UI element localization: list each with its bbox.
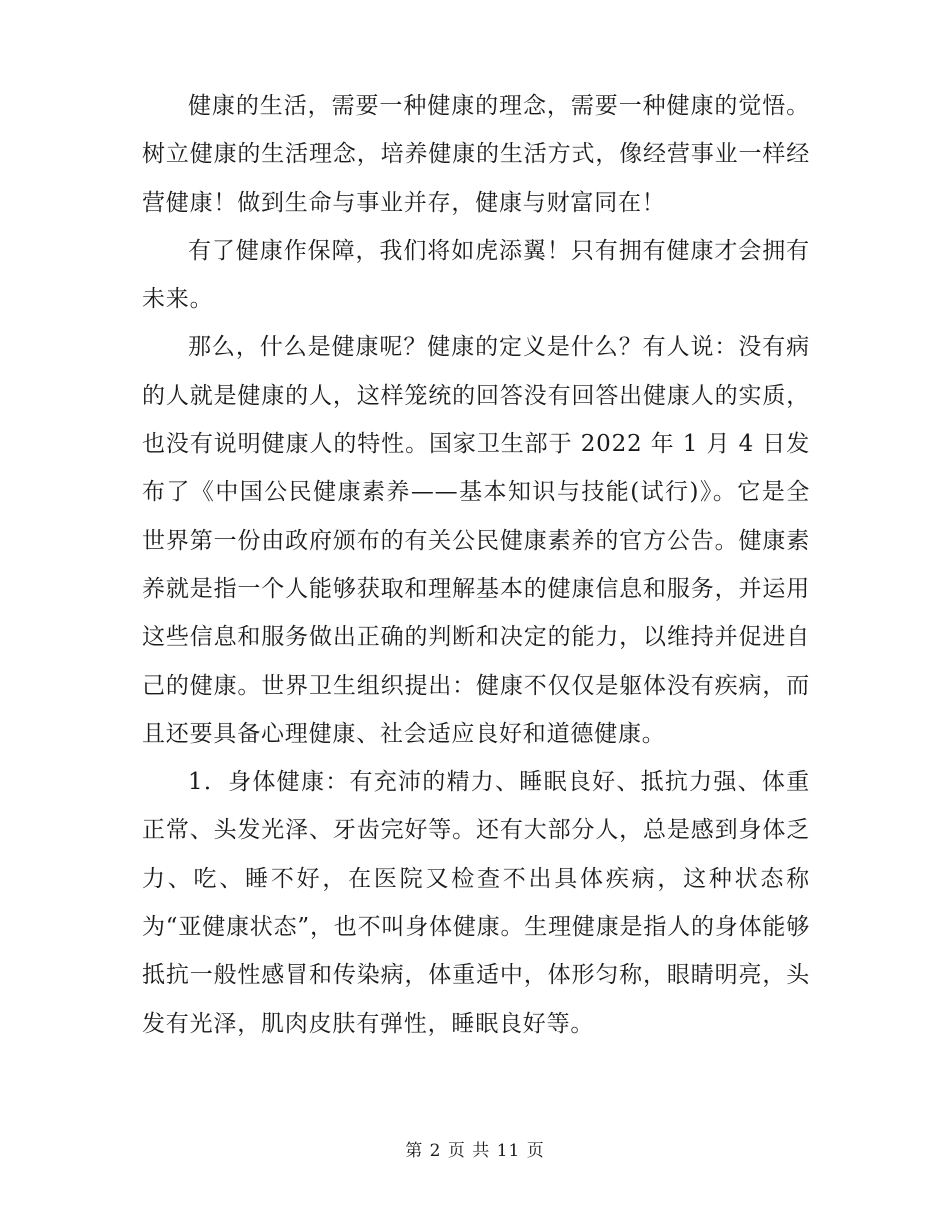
document-body [142, 82, 810, 1048]
paragraph-physical-health: 1．身体健康：有充沛的精力、睡眠良好、抵抗力强、体重正常、头发光泽、牙齿完好等。还有大部分人，总是感到身体乏力、吃、睡不好，在医院又检查不出具体疾病，这种状态称为“亚健康状态”，也不叫身体健康。生理健康是指人的身体能够抵抗一般性感冒和传染病，体重适中，体形匀称，眼睛明亮，头发有光泽，肌肉皮肤有弹性，睡眠良好等。 [142, 769, 810, 1037]
paragraph-health-guarantee: 有了健康作保障，我们将如虎添翼！只有拥有健康才会拥有未来。 [142, 237, 810, 313]
paragraph-healthy-life: 健康的生活，需要一种健康的理念，需要一种健康的觉悟。树立健康的生活理念，培养健康的生活方式，像经营事业一样经营健康！做到生命与事业并存，健康与财富同在！ [142, 93, 810, 216]
page-number-footer: 第 2 页 共 11 页 [405, 1141, 545, 1161]
paragraph-health-definition: 那么，什么是健康呢？健康的定义是什么？有人说：没有病的人就是健康的人，这样笼统的回答没有回答出健康人的实质，也没有说明健康人的特性。国家卫生部于 2022 年 1 月 4 日发布了《中国公民健康素养——基本知识与技能(试行)》。它是全世界第一份由政府颁布的有关公民健康素养的官方公告。健康素养就是指一个人能够获取和理解基本的健康信息和服务，并运用这些信息和服务做出正确的判断和决定的能力，以维持并促进自己的健康。世界卫生组织提出：健康不仅仅是躯体没有疾病，而且还要具备心理健康、社会适应良好和道德健康。 [142, 334, 810, 747]
